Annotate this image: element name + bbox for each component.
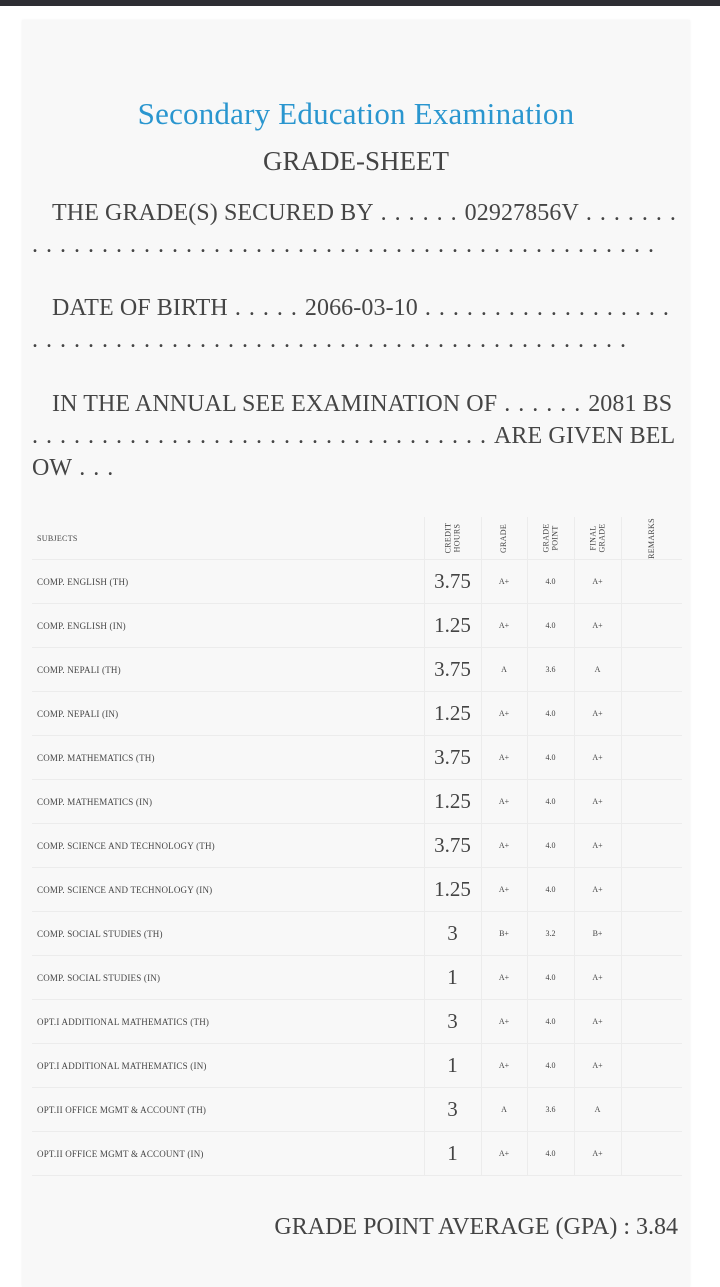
grade-point-cell: 4.0: [527, 956, 574, 1000]
grade-cell: A+: [481, 780, 527, 824]
remarks-cell: [621, 780, 682, 824]
subject-cell: OPT.II OFFICE MGMT & ACCOUNT (TH): [32, 1088, 424, 1132]
final-grade-cell: A+: [574, 560, 621, 604]
grade-point-header: GRADE POINT: [527, 517, 574, 560]
remarks-cell: [621, 868, 682, 912]
grade-point-cell: 4.0: [527, 692, 574, 736]
grade-point-cell: 4.0: [527, 824, 574, 868]
dob-value: 2066-03-10: [304, 295, 418, 321]
subject-cell: COMP. SOCIAL STUDIES (IN): [32, 956, 424, 1000]
gpa-label: GRADE POINT AVERAGE (GPA) :: [274, 1214, 630, 1240]
grade-cell: A: [481, 648, 527, 692]
grade-cell: A+: [481, 560, 527, 604]
subject-cell: COMP. ENGLISH (TH): [32, 560, 424, 604]
credit-cell: 1: [424, 1132, 481, 1176]
subject-cell: COMP. SOCIAL STUDIES (TH): [32, 912, 424, 956]
table-row: [32, 868, 682, 912]
exam-title: Secondary Education Examination: [137, 96, 575, 131]
grade-point-cell: 4.0: [527, 1000, 574, 1044]
table-row: [32, 1044, 682, 1088]
remarks-cell: [621, 1044, 682, 1088]
grade-point-cell: 3.6: [527, 648, 574, 692]
grade-cell: A+: [481, 736, 527, 780]
remarks-cell: [621, 912, 682, 956]
table-row: [32, 1000, 682, 1044]
grade-cell: A: [481, 1088, 527, 1132]
final-grade-cell: A+: [574, 780, 621, 824]
remarks-cell: [621, 1088, 682, 1132]
remarks-cell: [621, 824, 682, 868]
remarks-cell: [621, 560, 682, 604]
table-row: [32, 736, 682, 780]
credit-cell: 1.25: [424, 868, 481, 912]
final-grade-cell: A+: [574, 1132, 621, 1176]
table-row: [32, 1088, 682, 1132]
grade-sheet-document: [22, 20, 690, 1287]
final-grade-cell: A+: [574, 824, 621, 868]
grade-cell: A+: [481, 692, 527, 736]
gpa-summary: [274, 1214, 678, 1241]
final-grade-cell: A+: [574, 956, 621, 1000]
grade-cell: A+: [481, 1132, 527, 1176]
remarks-cell: [621, 648, 682, 692]
exam-label: IN THE ANNUAL SEE EXAMINATION OF: [52, 391, 498, 417]
exam-line: IN THE ANNUAL SEE EXAMINATION OF . . . . . . 2081 BS . . . . . . . . . . . . . . . . . . . . . . . . . . . . . . . . . ARE GIVEN BELOW . . .: [32, 391, 676, 481]
subjects-header: SUBJECTS: [32, 517, 424, 560]
subject-cell: OPT.I ADDITIONAL MATHEMATICS (IN): [32, 1044, 424, 1088]
table-header-row: [32, 517, 682, 560]
subject-cell: COMP. ENGLISH (IN): [32, 604, 424, 648]
credit-cell: 3: [424, 1000, 481, 1044]
secured-by-line: THE GRADE(S) SECURED BY . . . . . . 02927856V . . . . . . . . . . . . . . . . . . . . . . . . . . . . . . . . . . . . . . . . . . . . . . . . . . . .: [32, 200, 677, 258]
table-row: [32, 1132, 682, 1176]
credit-cell: 1: [424, 956, 481, 1000]
top-status-bar: [0, 0, 720, 6]
table-row: [32, 780, 682, 824]
grade-point-cell: 4.0: [527, 604, 574, 648]
subject-cell: OPT.II OFFICE MGMT & ACCOUNT (IN): [32, 1132, 424, 1176]
final-grade-header: FINAL GRADE: [574, 517, 621, 560]
remarks-cell: [621, 1000, 682, 1044]
credit-cell: 3: [424, 912, 481, 956]
grade-cell: A+: [481, 956, 527, 1000]
subject-cell: OPT.I ADDITIONAL MATHEMATICS (TH): [32, 1000, 424, 1044]
subject-cell: COMP. MATHEMATICS (IN): [32, 780, 424, 824]
subject-cell: COMP. NEPALI (TH): [32, 648, 424, 692]
remarks-cell: [621, 956, 682, 1000]
grade-cell: A+: [481, 604, 527, 648]
gpa-value: 3.84: [636, 1214, 678, 1240]
credit-cell: 3.75: [424, 560, 481, 604]
credit-cell: 3.75: [424, 648, 481, 692]
grade-point-cell: 4.0: [527, 560, 574, 604]
remarks-header: REMARKS: [621, 517, 682, 560]
grade-cell: A+: [481, 824, 527, 868]
grade-header: GRADE: [481, 517, 527, 560]
grade-cell: A+: [481, 1000, 527, 1044]
exam-suffix: ARE GIVEN BELOW: [32, 423, 676, 481]
grade-point-cell: 4.0: [527, 780, 574, 824]
subject-cell: COMP. SCIENCE AND TECHNOLOGY (TH): [32, 824, 424, 868]
grade-point-cell: 4.0: [527, 736, 574, 780]
subject-cell: COMP. SCIENCE AND TECHNOLOGY (IN): [32, 868, 424, 912]
table-row: [32, 604, 682, 648]
symbol-number: 02927856V: [464, 200, 579, 226]
final-grade-cell: A+: [574, 736, 621, 780]
credit-cell: 1: [424, 1044, 481, 1088]
final-grade-cell: A: [574, 648, 621, 692]
table-row: [32, 824, 682, 868]
table-row: [32, 692, 682, 736]
remarks-cell: [621, 692, 682, 736]
secured-by-label: THE GRADE(S) SECURED BY: [52, 200, 374, 226]
final-grade-cell: A+: [574, 1000, 621, 1044]
table-row: [32, 648, 682, 692]
grade-cell: B+: [481, 912, 527, 956]
credit-cell: 3: [424, 1088, 481, 1132]
table-row: [32, 560, 682, 604]
credit-cell: 3.75: [424, 824, 481, 868]
final-grade-cell: A+: [574, 1044, 621, 1088]
grade-cell: A+: [481, 1044, 527, 1088]
subject-cell: COMP. NEPALI (IN): [32, 692, 424, 736]
credit-cell: 1.25: [424, 692, 481, 736]
final-grade-cell: A: [574, 1088, 621, 1132]
grade-point-cell: 4.0: [527, 1132, 574, 1176]
grade-point-cell: 4.0: [527, 1044, 574, 1088]
table-row: [32, 912, 682, 956]
remarks-cell: [621, 604, 682, 648]
grade-point-cell: 4.0: [527, 868, 574, 912]
credit-cell: 1.25: [424, 780, 481, 824]
grade-sheet-heading: GRADE-SHEET: [263, 146, 449, 176]
dob-line: DATE OF BIRTH . . . . . 2066-03-10 . . . . . . . . . . . . . . . . . . . . . . . . . . . . . . . . . . . . . . . . . . . . . . . . . . . . . . . . . . . . .: [32, 295, 670, 353]
grade-cell: A+: [481, 868, 527, 912]
credit-hours-header: CREDIT HOURS: [424, 517, 481, 560]
final-grade-cell: B+: [574, 912, 621, 956]
exam-year: 2081 BS: [588, 391, 673, 417]
remarks-cell: [621, 1132, 682, 1176]
subject-cell: COMP. MATHEMATICS (TH): [32, 736, 424, 780]
remarks-cell: [621, 736, 682, 780]
final-grade-cell: A+: [574, 692, 621, 736]
final-grade-cell: A+: [574, 604, 621, 648]
dob-label: DATE OF BIRTH: [52, 295, 228, 321]
table-row: [32, 956, 682, 1000]
final-grade-cell: A+: [574, 868, 621, 912]
credit-cell: 3.75: [424, 736, 481, 780]
grade-point-cell: 3.2: [527, 912, 574, 956]
grade-point-cell: 3.6: [527, 1088, 574, 1132]
grades-table: [32, 517, 682, 1176]
credit-cell: 1.25: [424, 604, 481, 648]
